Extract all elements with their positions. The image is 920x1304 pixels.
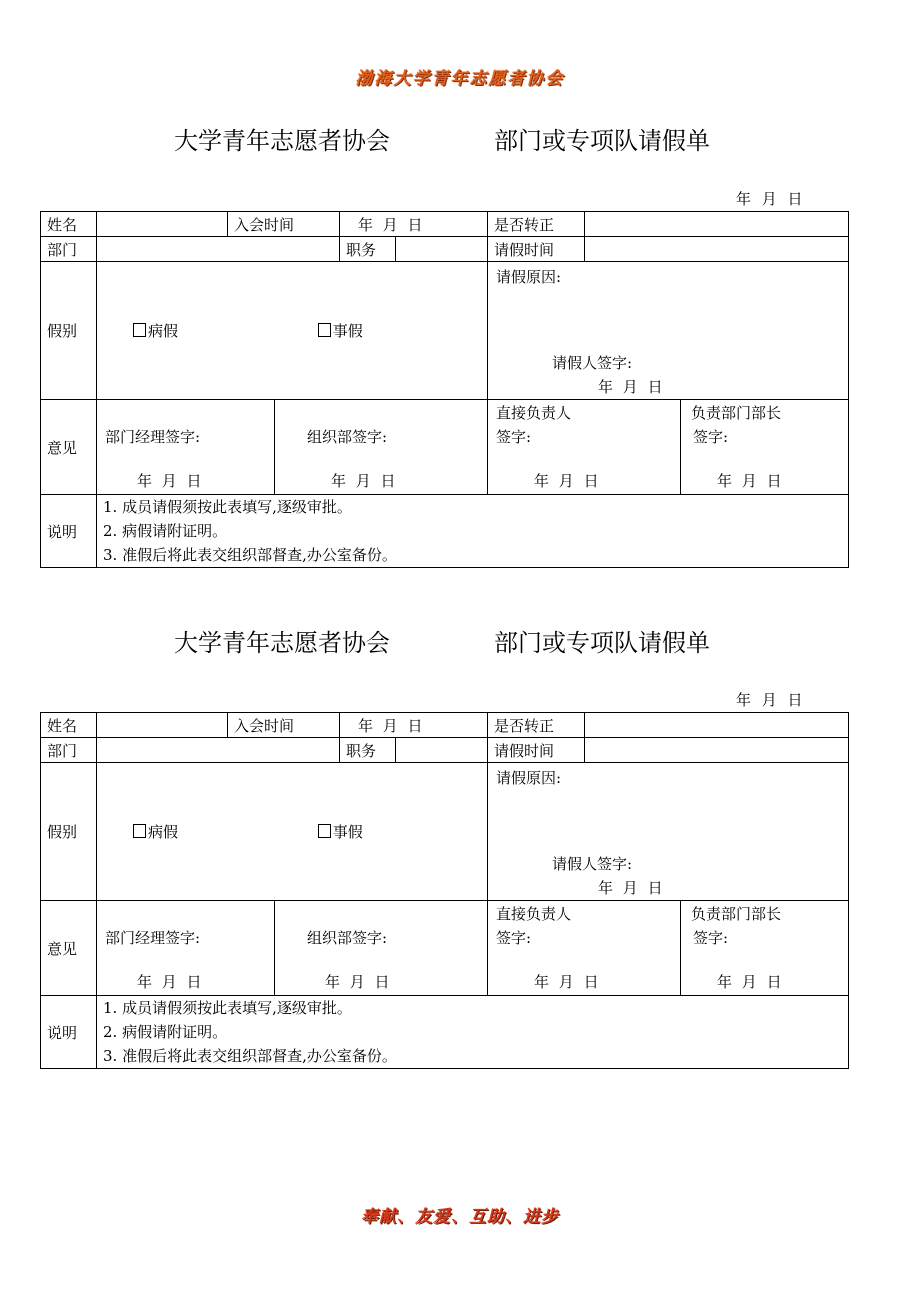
- form-title-org: 大学青年志愿者协会: [174, 127, 390, 155]
- applicant-sign-label: 请假人签字:: [552, 354, 633, 372]
- sick-leave-option[interactable]: 病假: [133, 823, 178, 841]
- manager-date: 年 月 日: [137, 472, 202, 490]
- form-title-doc: 部门或专项队请假单: [494, 629, 710, 657]
- dept-head-title: 负责部门部长: [691, 905, 782, 923]
- direct-leader-sign-label: 签字:: [496, 428, 532, 446]
- leave-time-field[interactable]: [585, 738, 849, 763]
- name-field[interactable]: [97, 212, 228, 237]
- regular-label: 是否转正: [488, 212, 585, 237]
- applicant-date: 年 月 日: [598, 378, 663, 396]
- form-title-org: 大学青年志愿者协会: [174, 629, 390, 657]
- form-date: 年 月 日: [736, 190, 803, 208]
- leave-type-options: [97, 763, 488, 901]
- org-logo-text: 渤海大学青年志愿者协会: [355, 69, 565, 89]
- regular-label: 是否转正: [488, 713, 585, 738]
- leave-time-field[interactable]: [585, 237, 849, 262]
- reason-label: 请假原因:: [496, 268, 562, 286]
- join-time-field[interactable]: 年 月 日: [340, 212, 488, 237]
- direct-leader-date: 年 月 日: [534, 973, 599, 991]
- leave-type-label: 假别: [41, 262, 97, 400]
- checkbox-icon[interactable]: [318, 323, 331, 337]
- position-label: 职务: [340, 237, 396, 262]
- join-time-label: 入会时间: [228, 212, 340, 237]
- direct-leader-opinion-cell[interactable]: [488, 400, 681, 495]
- personal-leave-option[interactable]: 事假: [318, 322, 363, 340]
- note-item: 2. 病假请附证明。: [103, 522, 228, 540]
- dept-head-opinion-cell[interactable]: [681, 400, 849, 495]
- regular-field[interactable]: [585, 212, 849, 237]
- form-date: 年 月 日: [736, 691, 803, 709]
- note-item: 3. 准假后将此表交组织部督查,办公室备份。: [103, 546, 397, 564]
- direct-leader-opinion-cell[interactable]: [488, 901, 681, 996]
- leave-type-options: [97, 262, 488, 400]
- org-dept-date: 年 月 日: [325, 973, 390, 991]
- checkbox-icon[interactable]: [133, 824, 146, 838]
- regular-field[interactable]: [585, 713, 849, 738]
- leave-time-label: 请假时间: [488, 237, 585, 262]
- notes-label: 说明: [41, 495, 97, 568]
- org-dept-opinion-cell[interactable]: [275, 901, 488, 996]
- dept-field[interactable]: [97, 237, 340, 262]
- note-item: 1. 成员请假须按此表填写,逐级审批。: [103, 498, 352, 516]
- direct-leader-title: 直接负责人: [496, 404, 572, 422]
- direct-leader-sign-label: 签字:: [496, 929, 532, 947]
- leave-time-label: 请假时间: [488, 738, 585, 763]
- dept-head-opinion-cell[interactable]: [681, 901, 849, 996]
- direct-leader-title: 直接负责人: [496, 905, 572, 923]
- dept-label: 部门: [41, 237, 97, 262]
- note-item: 3. 准假后将此表交组织部督查,办公室备份。: [103, 1047, 397, 1065]
- reason-cell[interactable]: [488, 262, 849, 400]
- name-field[interactable]: [97, 713, 228, 738]
- leave-type-label: 假别: [41, 763, 97, 901]
- personal-leave-option[interactable]: 事假: [318, 823, 363, 841]
- note-item: 1. 成员请假须按此表填写,逐级审批。: [103, 999, 352, 1017]
- manager-sign-label: 部门经理签字:: [105, 929, 201, 947]
- applicant-sign-label: 请假人签字:: [552, 855, 633, 873]
- applicant-date: 年 月 日: [598, 879, 663, 897]
- direct-leader-date: 年 月 日: [534, 472, 599, 490]
- notes-label: 说明: [41, 996, 97, 1069]
- checkbox-icon[interactable]: [318, 824, 331, 838]
- motto-text: 奉献、友爱、互助、进步: [361, 1207, 559, 1227]
- position-label: 职务: [340, 738, 396, 763]
- note-item: 2. 病假请附证明。: [103, 1023, 228, 1041]
- org-dept-sign-label: 组织部签字:: [307, 428, 388, 446]
- name-label: 姓名: [41, 713, 97, 738]
- manager-opinion-cell[interactable]: [97, 400, 275, 495]
- name-label: 姓名: [41, 212, 97, 237]
- dept-label: 部门: [41, 738, 97, 763]
- manager-date: 年 月 日: [137, 973, 202, 991]
- join-time-field[interactable]: 年 月 日: [340, 713, 488, 738]
- dept-head-date: 年 月 日: [717, 973, 782, 991]
- dept-head-sign-label: 签字:: [693, 929, 729, 947]
- position-field[interactable]: [396, 237, 488, 262]
- org-dept-date: 年 月 日: [331, 472, 396, 490]
- opinion-label: 意见: [41, 400, 97, 495]
- dept-head-date: 年 月 日: [717, 472, 782, 490]
- sick-leave-option[interactable]: 病假: [133, 322, 178, 340]
- leave-form-table: [40, 211, 849, 568]
- dept-field[interactable]: [97, 738, 340, 763]
- notes-list: [97, 495, 849, 568]
- dept-head-title: 负责部门部长: [691, 404, 782, 422]
- org-dept-sign-label: 组织部签字:: [307, 929, 388, 947]
- opinion-label: 意见: [41, 901, 97, 996]
- notes-list: [97, 996, 849, 1069]
- reason-cell[interactable]: [488, 763, 849, 901]
- form-title-doc: 部门或专项队请假单: [494, 127, 710, 155]
- dept-head-sign-label: 签字:: [693, 428, 729, 446]
- join-time-label: 入会时间: [228, 713, 340, 738]
- position-field[interactable]: [396, 738, 488, 763]
- checkbox-icon[interactable]: [133, 323, 146, 337]
- org-dept-opinion-cell[interactable]: [275, 400, 488, 495]
- manager-opinion-cell[interactable]: [97, 901, 275, 996]
- manager-sign-label: 部门经理签字:: [105, 428, 201, 446]
- leave-form-table: [40, 712, 849, 1069]
- reason-label: 请假原因:: [496, 769, 562, 787]
